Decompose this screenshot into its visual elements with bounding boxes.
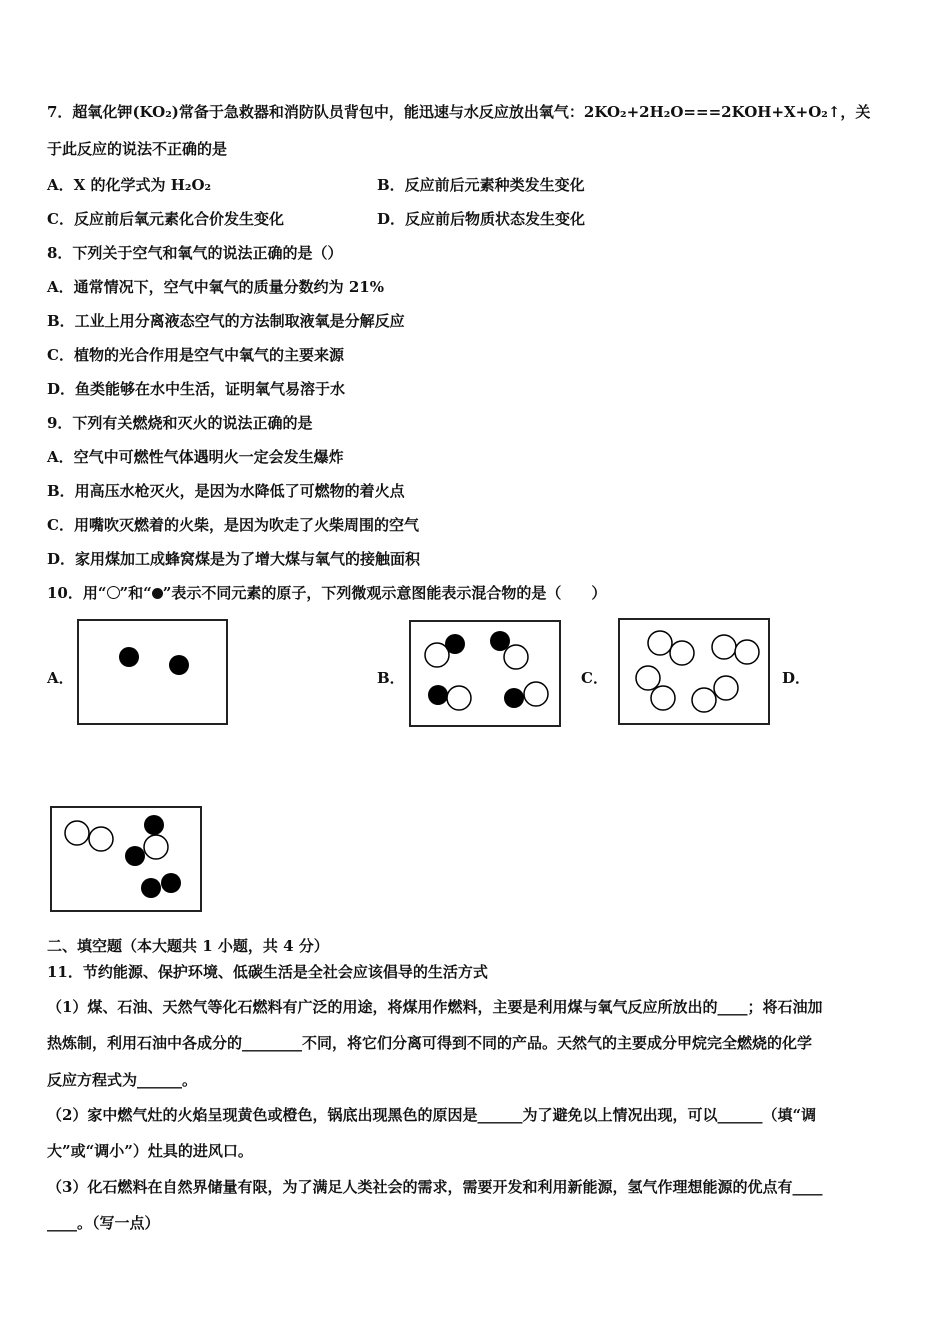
q9-option-c: C．用嘴吹灭燃着的火柴，是因为吹走了火柴周围的空气: [47, 516, 419, 534]
q11-part3-line2: ____。（写一点）: [47, 1214, 160, 1232]
white-atom-icon: [670, 641, 694, 665]
black-atom-icon: [141, 878, 161, 898]
white-atom-icon: [692, 688, 716, 712]
q11-part3-line1: （3）化石燃料在自然界储量有限，为了满足人类社会的需求，需要开发和利用新能源，氢气作理想能源的优点有____: [47, 1178, 823, 1196]
q11-part1-line2: 热炼制，利用石油中各成分的________不同，将它们分离可得到不同的产品。天然气的主要成分甲烷完全燃烧的化学: [47, 1034, 813, 1052]
white-atom-icon: [65, 821, 89, 845]
q11-part1-line3: 反应方程式为______。: [47, 1071, 198, 1089]
q10-diagram-c: [618, 618, 770, 725]
q8-stem: 8．下列关于空气和氧气的说法正确的是（）: [47, 244, 343, 262]
q8-option-a: A．通常情况下，空气中氧气的质量分数约为 21%: [47, 278, 384, 296]
diagram-c-svg: [620, 620, 768, 723]
black-atom-icon: [144, 815, 164, 835]
q9-option-a: A．空气中可燃性气体遇明火一定会发生爆炸: [47, 448, 344, 466]
q10-diagram-b: [409, 620, 561, 727]
diagram-b-svg: [411, 622, 559, 725]
white-atom-icon: [107, 586, 120, 599]
q8-option-d: D．鱼类能够在水中生活，证明氧气易溶于水: [47, 380, 346, 398]
q10-diagram-a: [77, 619, 228, 725]
white-atom-icon: [648, 631, 672, 655]
q8-option-c: C．植物的光合作用是空气中氧气的主要来源: [47, 346, 344, 364]
q7-option-b: B．反应前后元素种类发生变化: [377, 176, 585, 194]
white-atom-icon: [447, 686, 471, 710]
q11-part1-line1: （1）煤、石油、天然气等化石燃料有广泛的用途，将煤用作燃料，主要是利用煤与氧气反应所放出的____；将石油加: [47, 998, 823, 1016]
q9-option-d: D．家用煤加工成蜂窝煤是为了增大煤与氧气的接触面积: [47, 550, 421, 568]
black-atom-icon: [428, 685, 448, 705]
q10-label-c: C．: [581, 669, 608, 687]
q9-option-b: B．用高压水枪灭火，是因为水降低了可燃物的着火点: [47, 482, 405, 500]
q10-label-a: A．: [47, 669, 74, 687]
q10-label-d: D．: [782, 669, 811, 687]
diagram-d-svg: [52, 808, 200, 910]
q7-option-a: A．X 的化学式为 H₂O₂: [47, 176, 212, 194]
black-atom-icon: [152, 588, 163, 599]
section2-heading: 二、填空题（本大题共 1 小题，共 4 分）: [47, 937, 329, 955]
q9-stem: 9．下列有关燃烧和灭火的说法正确的是: [47, 414, 313, 432]
q11-part2-line2: 大”或“调小”）灶具的进风口。: [47, 1142, 253, 1160]
black-atom-icon: [161, 873, 181, 893]
q10-diagram-d: [50, 806, 202, 912]
white-atom-icon: [651, 686, 675, 710]
black-atom-icon: [169, 655, 189, 675]
black-atom-icon: [125, 846, 145, 866]
black-atom-icon: [504, 688, 524, 708]
q7-option-c: C．反应前后氧元素化合价发生变化: [47, 210, 284, 228]
black-atom-icon: [119, 647, 139, 667]
q7-stem-line1: 7．超氧化钾(KO₂)常备于急救器和消防队员背包中，能迅速与水反应放出氧气：2KO₂+2H₂O===2KOH+X+O₂↑，关: [47, 103, 871, 121]
diagram-a-svg: [79, 621, 226, 723]
white-atom-icon: [524, 682, 548, 706]
q11-part2-line1: （2）家中燃气灶的火焰呈现黄色或橙色，锅底出现黑色的原因是______为了避免以上情况出现，可以______（填“调: [47, 1106, 817, 1124]
q10-label-b: B．: [377, 669, 405, 687]
black-atom-icon: [445, 634, 465, 654]
white-atom-icon: [636, 666, 660, 690]
q10-stem-part1: 10．用“: [47, 584, 107, 602]
q11-stem: 11．节约能源、保护环境、低碳生活是全社会应该倡导的生活方式: [47, 963, 488, 981]
white-atom-icon: [712, 635, 736, 659]
q7-stem-line2: 于此反应的说法不正确的是: [47, 140, 228, 158]
white-atom-icon: [714, 676, 738, 700]
white-atom-icon: [89, 827, 113, 851]
white-atom-icon: [144, 835, 168, 859]
q10-stem: [47, 583, 606, 603]
white-atom-icon: [504, 645, 528, 669]
q7-option-d: D．反应前后物质状态发生变化: [377, 210, 586, 228]
q10-stem-part2: ”和“: [119, 584, 152, 602]
white-atom-icon: [735, 640, 759, 664]
q10-stem-part3: ”表示不同元素的原子，下列微观示意图能表示混合物的是（ ）: [162, 584, 607, 602]
q8-option-b: B．工业上用分离液态空气的方法制取液氧是分解反应: [47, 312, 405, 330]
